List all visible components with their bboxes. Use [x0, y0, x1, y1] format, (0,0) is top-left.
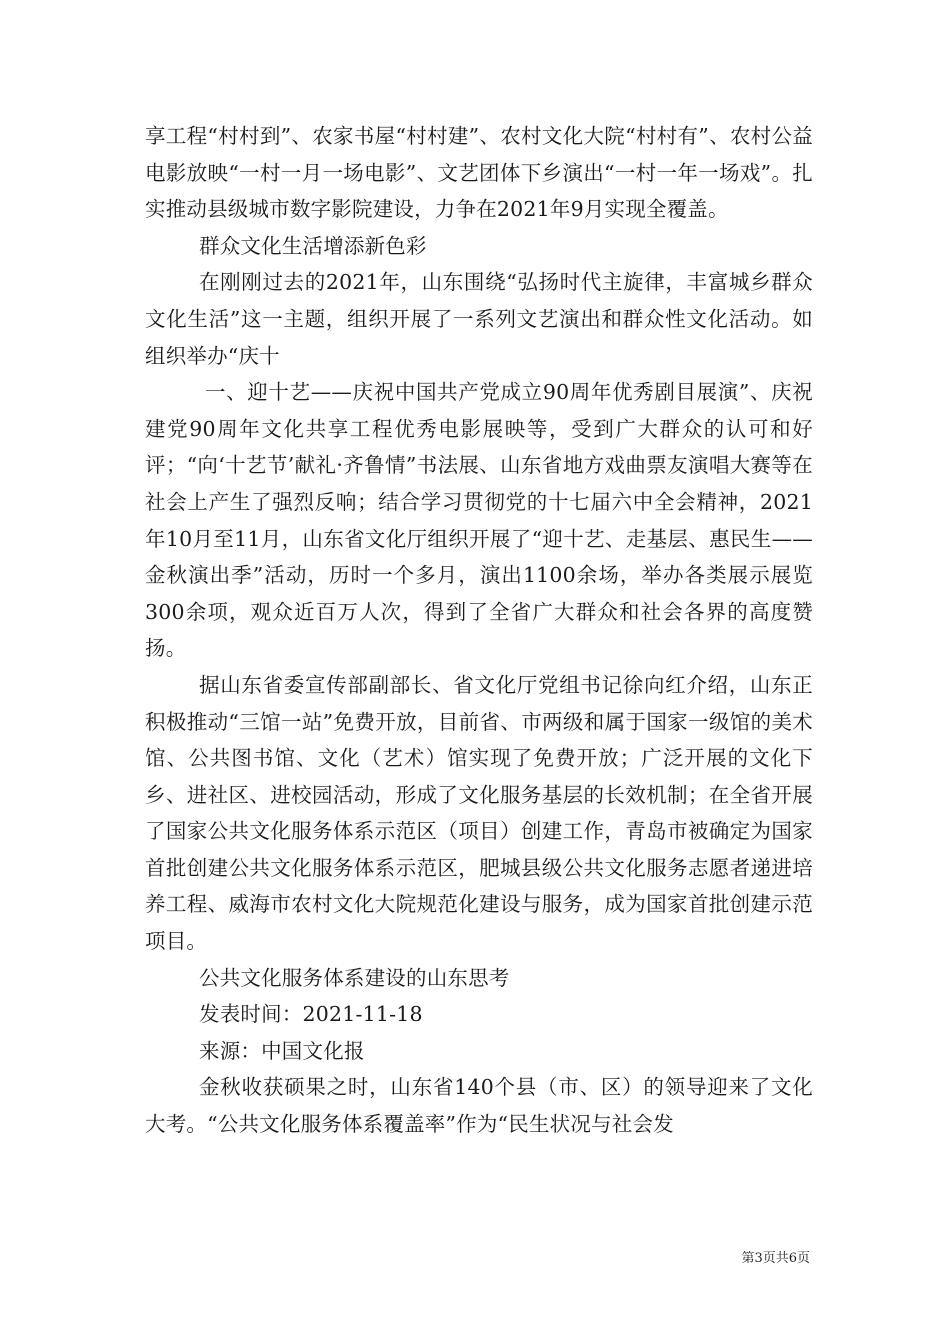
paragraph-2021-activities: 在刚刚过去的2021年，山东围绕“弘扬时代主旋律，丰富城乡群众文化生活”这一主题，组织开展了一系列文艺演出和群众性文化活动。如组织举办“庆十: [145, 270, 813, 368]
article-title: 公共文化服务体系建设的山东思考: [199, 965, 510, 990]
paragraph-continuation: 享工程“村村到”、农家书屋“村村建”、农村文化大院“村村有”、农村公益电影放映“一村一月一场电影”、文艺团体下乡演出“一村一年一场戏”。扎实推动县级城市数字影院建设，力争在2021年9月实现全覆盖。: [145, 124, 813, 222]
page-number: 第3页共6页: [741, 1251, 810, 1266]
section-heading-mass-culture: 群众文化生活增添新色彩: [199, 233, 427, 258]
document-body: [145, 118, 813, 1143]
article-source: 来源：中国文化报: [199, 1038, 365, 1063]
publish-date: 发表时间：2021-11-18: [199, 1002, 423, 1027]
paragraph-culture-exam: 金秋收获硕果之时，山东省140个县（市、区）的领导迎来了文化大考。“公共文化服务体系覆盖率”作为“民生状况与社会发: [145, 1075, 813, 1137]
paragraph-free-opening: 据山东省委宣传部副部长、省文化厅党组书记徐向红介绍，山东正积极推动“三馆一站”免费开放，目前省、市两级和属于国家一级馆的美术馆、公共图书馆、文化（艺术）馆实现了免费开放；广泛开展的文化下乡、进社区、进校园活动，形成了文化服务基层的长效机制；在全省开展了国家公共文化服务体系示范区（项目）创建工作，青岛市被确定为国家首批创建公共文化服务体系示范区，肥城县级公共文化服务志愿者递进培养工程、威海市农村文化大院规范化建设与服务，成为国家首批创建示范项目。: [145, 672, 813, 954]
paragraph-tenth-arts-festival: 一、迎十艺——庆祝中国共产党成立90周年优秀剧目展演”、庆祝建党90周年文化共享工程优秀电影展映等，受到广大群众的认可和好评；“向‘十艺节’献礼·齐鲁情”书法展、山东省地方戏曲票友演唱大赛等在社会上产生了强烈反响；结合学习贯彻党的十七届六中全会精神，2021年10月至11月，山东省文化厅组织开展了“迎十艺、走基层、惠民生——金秋演出季”活动，历时一个多月，演出1100余场，举办各类展示展览300余项，观众近百万人次，得到了全省广大群众和社会各界的高度赞扬。: [145, 380, 813, 661]
